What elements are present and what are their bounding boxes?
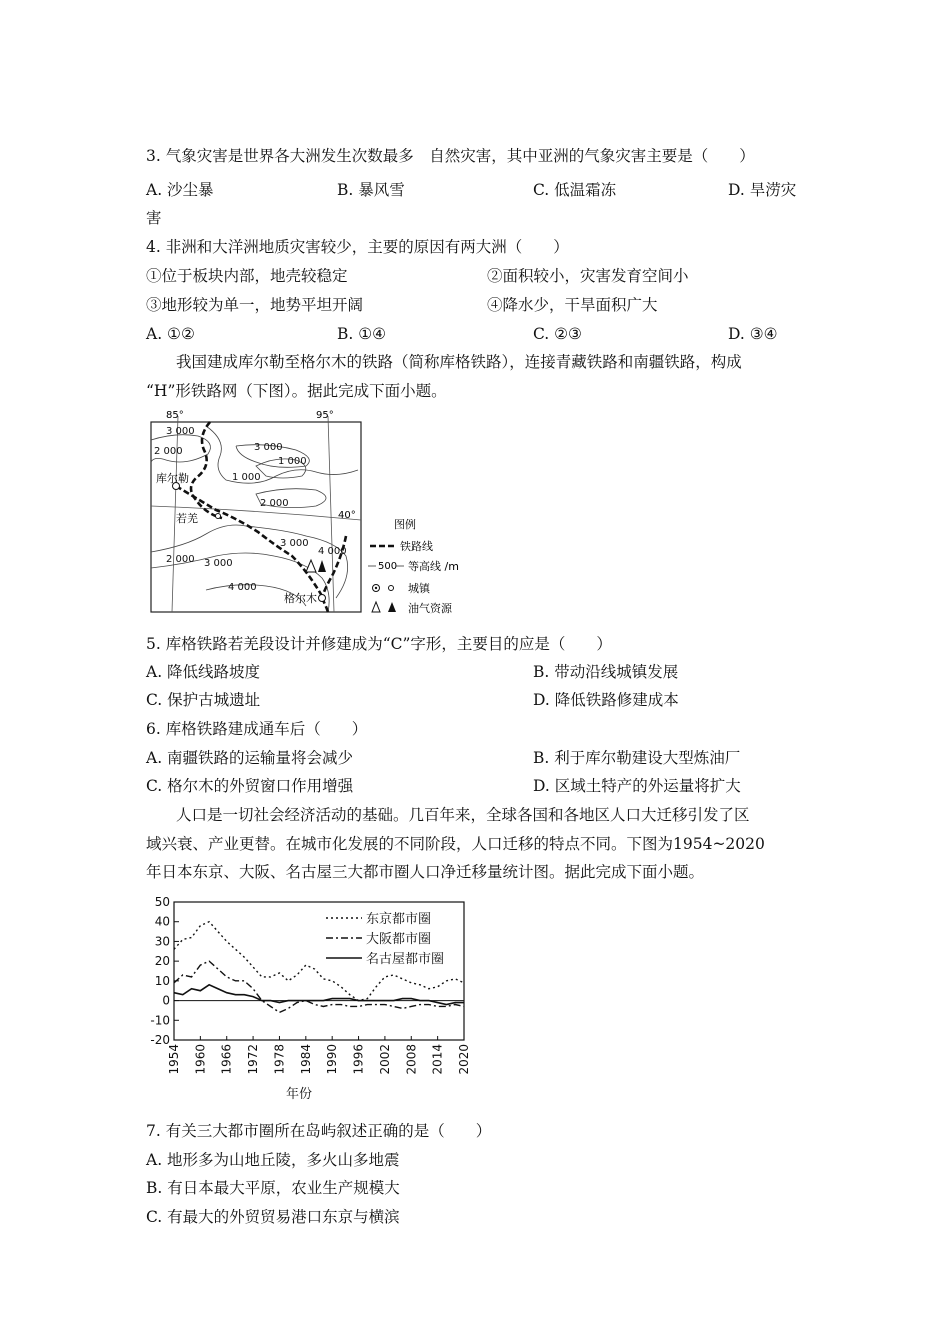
x-tick-label: 1990 (325, 1044, 340, 1075)
q4-item-4: ④降水少，干旱面积广大 (487, 296, 658, 314)
x-axis-label: 年份 (285, 1087, 313, 1102)
x-tick-label: 1960 (193, 1044, 208, 1075)
intro2-line2: 域兴衰、产业更替。在城市化发展的不同阶段，人口迁移的特点不同。下图为1954~2020 (146, 835, 765, 853)
city-ruoqiang-label: 若羌 (176, 512, 198, 525)
q3-option-d-wrap: 害 (146, 209, 162, 227)
x-tick-label: 2020 (457, 1044, 471, 1075)
y-tick-label: 20 (154, 954, 170, 969)
q6-option-a: A. 南疆铁路的运输量将会减少 (146, 749, 354, 767)
y-tick-label: 50 (154, 895, 170, 909)
y-tick-label: 40 (154, 914, 170, 929)
q4-option-c: C. ②③ (533, 325, 582, 343)
q6-option-d: D. 区域土特产的外运量将扩大 (533, 777, 741, 795)
q7-option-c: C. 有最大的外贸贸易港口东京与横滨 (146, 1208, 400, 1226)
q4-option-b: B. ①④ (337, 325, 387, 343)
contour-label: 2 000 (154, 446, 183, 457)
legend-title: 图例 (394, 518, 416, 531)
q4-item-2: ②面积较小，灾害发育空间小 (487, 267, 689, 285)
series-line-2 (174, 961, 464, 1012)
intro1-line1: 我国建成库尔勒至格尔木的铁路（简称库格铁路），连接青藏铁路和南疆铁路，构成 (176, 353, 742, 371)
intro2-line3: 年日本东京、大阪、名古屋三大都市圈人口净迁移量统计图。据此完成下面小题。 (146, 863, 705, 881)
q3-stem: 3. 气象灾害是世界各大洲发生次数最多 自然灾害，其中亚洲的气象灾害主要是（ ） (146, 147, 755, 165)
lon-label-85: 85° (166, 410, 184, 421)
migration-chart (140, 892, 480, 1106)
contour-label: 4 000 (228, 582, 257, 593)
contour-label: 3 000 (204, 558, 233, 569)
legend-railway: 铁路线 (400, 540, 433, 553)
q5-stem: 5. 库格铁路若羌段设计并修建成为“C”字形，主要目的应是（ ） (146, 635, 612, 653)
q6-option-b: B. 利于库尔勒建设大型炼油厂 (533, 749, 741, 767)
x-tick-label: 2002 (377, 1044, 392, 1075)
y-tick-label: 0 (162, 993, 170, 1008)
legend-label-3: 名古屋都市圈 (366, 952, 445, 967)
x-tick-label: 1996 (351, 1044, 366, 1075)
intro1-line2: “H”形铁路网（下图）。据此完成下面小题。 (146, 382, 447, 400)
q6-option-c: C. 格尔木的外贸窗口作用增强 (146, 777, 354, 795)
q4-option-d: D. ③④ (728, 325, 778, 343)
q3-option-d: D. 旱涝灾 (728, 181, 797, 199)
q6-stem: 6. 库格铁路建成通车后（ ） (146, 720, 368, 738)
y-tick-label: 30 (154, 934, 170, 949)
contour-label: 3 000 (166, 426, 195, 437)
x-tick-label: 2014 (430, 1044, 445, 1075)
x-tick-label: 1972 (246, 1044, 261, 1075)
q4-stem: 4. 非洲和大洋洲地质灾害较少，主要的原因有两大洲（ ） (146, 238, 569, 256)
legend-contour-value: 500 (378, 561, 398, 572)
railway-map (146, 406, 476, 620)
contour-label: 3 000 (254, 442, 283, 453)
legend-label-2: 大阪都市圈 (366, 932, 432, 947)
city-golmud-label: 格尔木 (284, 592, 317, 605)
x-tick-label: 1984 (298, 1044, 313, 1075)
x-tick-label: 2008 (404, 1044, 419, 1075)
city-ruoqiang-marker (216, 514, 221, 519)
intro2-line1: 人口是一切社会经济活动的基础。几百年来，全球各国和各地区人口大迁移引发了区 (176, 806, 750, 824)
legend-oil: 油气资源 (408, 602, 452, 615)
x-tick-label: 1966 (219, 1044, 234, 1075)
contour-label: 1 000 (278, 456, 307, 467)
q7-option-b: B. 有日本最大平原，农业生产规模大 (146, 1179, 400, 1197)
q3-option-a: A. 沙尘暴 (146, 181, 214, 199)
contour-label: 3 000 (280, 538, 309, 549)
y-tick-label: -10 (150, 1013, 170, 1028)
y-tick-label: -20 (150, 1033, 170, 1047)
q7-option-a: A. 地形多为山地丘陵，多火山多地震 (146, 1151, 400, 1169)
q4-item-1: ①位于板块内部，地壳较稳定 (146, 267, 348, 285)
contour-label: 2 000 (260, 498, 289, 509)
legend-label-1: 东京都市圈 (366, 912, 432, 927)
y-tick-label: 10 (154, 973, 170, 988)
legend-oil-icon (372, 602, 380, 612)
q5-option-c: C. 保护古城遗址 (146, 691, 261, 709)
lat-label-40: 40° (338, 510, 356, 521)
lon-label-95: 95° (316, 410, 334, 421)
contour-label: 1 000 (232, 472, 261, 483)
q7-stem: 7. 有关三大都市圈所在岛屿叙述正确的是（ ） (146, 1122, 492, 1140)
q5-option-d: D. 降低铁路修建成本 (533, 691, 679, 709)
legend-city: 城镇 (408, 582, 430, 595)
q5-option-b: B. 带动沿线城镇发展 (533, 663, 679, 681)
x-tick-label: 1954 (167, 1044, 181, 1075)
map-legend (368, 517, 459, 615)
x-tick-label: 1978 (272, 1044, 287, 1075)
series-line-3 (174, 985, 464, 1005)
city-golmud-marker (319, 595, 326, 602)
q3-option-b: B. 暴风雪 (337, 181, 405, 199)
q5-option-a: A. 降低线路坡度 (146, 663, 261, 681)
legend-contour: 等高线 /m (408, 560, 459, 573)
contour-label: 2 000 (166, 554, 195, 565)
q3-option-c: C. 低温霜冻 (533, 181, 617, 199)
q4-option-a: A. ①② (146, 325, 195, 343)
contour-label: 4 000 (318, 546, 347, 557)
city-korla-label: 库尔勒 (156, 472, 189, 485)
q4-item-3: ③地形较为单一，地势平坦开阔 (146, 296, 364, 314)
